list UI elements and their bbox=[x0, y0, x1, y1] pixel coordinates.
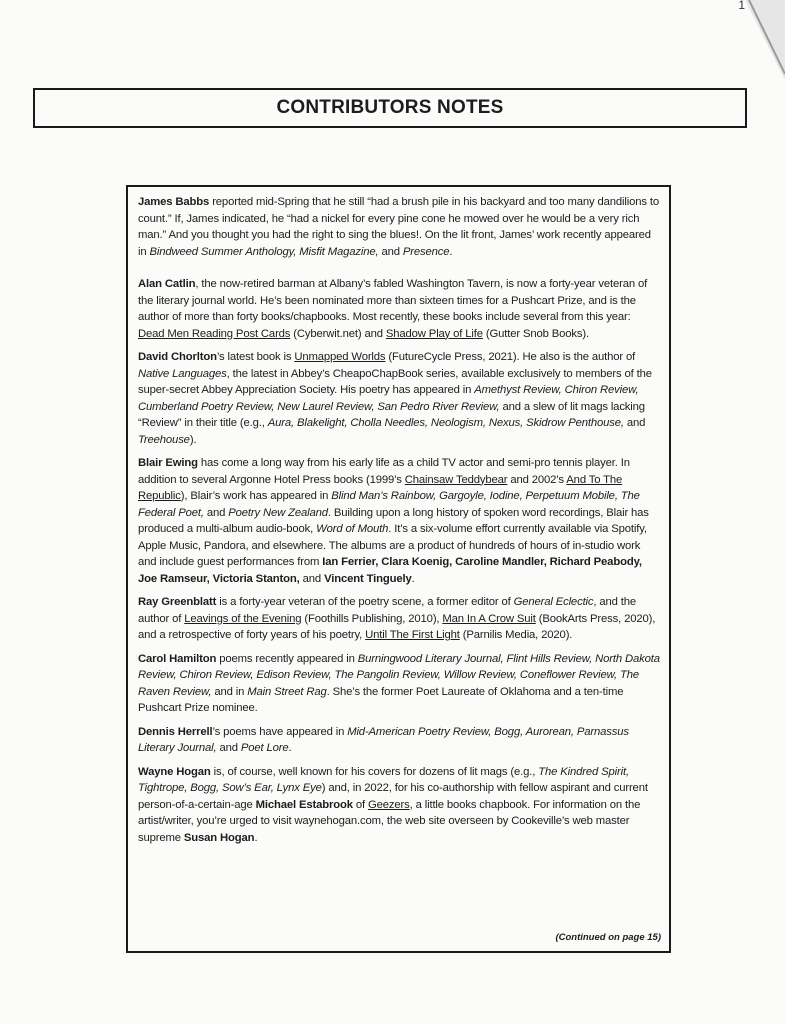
contributor-name: David Chorlton bbox=[138, 351, 217, 363]
publication-title: General Eclectic bbox=[513, 596, 594, 608]
entry-text: . She’s the former Poet Laureate of Oklahoma and a ten-time Pushcart Prize nominee. bbox=[138, 685, 624, 714]
title-box bbox=[33, 88, 747, 128]
entries-list bbox=[138, 194, 660, 846]
entry-text: ’s latest book is bbox=[216, 351, 295, 363]
contributor-name: Vincent Tinguely bbox=[324, 572, 412, 585]
entry-text: . bbox=[288, 742, 292, 754]
contributor-entry bbox=[138, 764, 660, 847]
entry-text: is, of course, well known for his covers for dozens of lit mags (e.g., bbox=[210, 765, 539, 778]
entry-text: and in bbox=[211, 685, 248, 698]
page-title: CONTRIBUTORS NOTES bbox=[276, 97, 504, 118]
entry-text: (Foothills Publishing, 2010), bbox=[301, 612, 443, 625]
entry-text: poems recently appeared in bbox=[216, 652, 358, 665]
entry-text: of bbox=[352, 798, 368, 811]
entry-text: and bbox=[378, 245, 403, 258]
publication-title: Main Street Rag bbox=[247, 685, 327, 698]
entry-text: has come a long way from his early life as a child TV actor and semi-pro tennis player. In addition to several Argonne Hotel Press books (1999’s bbox=[138, 457, 630, 486]
publication-title: Aura, Blakelight, Cholla Needles, Neologism, Nexus, Skidrow Penthouse, bbox=[267, 417, 624, 429]
entry-text: , the now-retired barman at Albany’s fabled Washington Tavern, is now a forty-year veteran of the literary journal world. He’s been nominated more than sixteen times for a Pushcart Prize, and is the author of more than forty books/chapbooks. Most recently, these books include several from this year: bbox=[138, 278, 648, 323]
entry-text: . bbox=[449, 245, 453, 258]
contributor-entry bbox=[138, 651, 660, 717]
book-title: Chainsaw Teddybear bbox=[404, 473, 508, 486]
entry-text: . bbox=[254, 831, 258, 844]
entry-text: ). bbox=[189, 433, 197, 446]
contributor-name: Alan Catlin bbox=[138, 278, 196, 290]
entry-text: , and the author of bbox=[138, 596, 637, 625]
publication-title: Amethyst Review, Chiron Review, Cumberland Poetry Review, New Laurel Review, San Pedro River Review, bbox=[138, 384, 639, 413]
contributor-name: Carol Hamilton bbox=[138, 652, 217, 665]
contributor-entry bbox=[138, 276, 660, 342]
entry-text: and bbox=[623, 417, 646, 429]
publication-title: Burningwood Literary Journal, Flint Hills Review, North Dakota Review, Chiron Review, Edison Review, The Pangolin Review, Willow Review, Coneflower Review, The Raven Review, bbox=[138, 652, 660, 698]
book-title: Man In A Crow Suit bbox=[442, 612, 536, 625]
contributor-entry bbox=[138, 724, 660, 757]
entry-text: is a forty-year veteran of the poetry scene, a former editor of bbox=[216, 596, 514, 608]
book-title: Leavings of the Evening bbox=[184, 612, 302, 625]
entry-text: . Building upon a long history of spoken word recordings, Blair has produced a multi-album audio-book, bbox=[138, 506, 649, 535]
publication-title: Poet Lore bbox=[240, 742, 289, 754]
entry-text: . bbox=[411, 572, 415, 585]
book-title: And To The Republic bbox=[138, 473, 623, 502]
contributor-name: Ray Greenblatt bbox=[138, 596, 217, 608]
book-title: Dead Men Reading Post Cards bbox=[138, 327, 291, 340]
entry-text: ) and, in 2022, for his co-authorship with fellow aspirant and current person-of-a-certain-age bbox=[138, 782, 648, 811]
entry-text: ), Blair’s work has appeared in bbox=[180, 490, 332, 502]
continued-note: (Continued on page 15) bbox=[555, 932, 661, 943]
contributors-notes-box bbox=[126, 185, 671, 953]
contributor-name: Susan Hogan bbox=[183, 831, 255, 844]
publication-title: Word of Mouth bbox=[316, 523, 389, 535]
book-title: Shadow Play of Life bbox=[385, 327, 483, 340]
entry-text: and bbox=[299, 572, 325, 585]
entry-text: and bbox=[203, 506, 229, 519]
contributor-name: Michael Estabrook bbox=[255, 798, 353, 811]
contributor-name: Ian Ferrier, Clara Koenig, Caroline Mandler, Richard Peabody, Joe Ramseur, Victoria Stanton, bbox=[138, 556, 642, 585]
contributor-name: Dennis Herrell bbox=[138, 725, 213, 738]
entry-text: , a little books chapbook. For information on the artist/writer, you’re urged to visit waynehogan.com, the web site overseen by Cookeville’s web master supreme bbox=[138, 798, 641, 844]
contributor-entry bbox=[138, 455, 660, 587]
contributor-name: James Babbs bbox=[138, 196, 210, 208]
publication-title: Mid-American Poetry Review, Bogg, Aurorean, Parnassus Literary Journal, bbox=[138, 725, 629, 754]
entry-text: (BookArts Press, 2020), and a retrospective of forty years of his poetry, bbox=[138, 612, 656, 641]
entry-text: (Gutter Snob Books). bbox=[482, 327, 590, 340]
contributor-name: Blair Ewing bbox=[138, 457, 198, 469]
publication-title: Treehouse bbox=[138, 433, 190, 446]
publication-title: Poetry New Zealand bbox=[228, 506, 328, 519]
contributor-entry bbox=[138, 194, 660, 260]
entry-text: , the latest in Abbey’s CheapoChapBook series, available exclusively to members of the super-secret Abbey Appreciation Society. His poetry has appeared in bbox=[138, 367, 652, 396]
contributor-name: Wayne Hogan bbox=[138, 765, 211, 778]
publication-title: Blind Man’s Rainbow, Gargoyle, Iodine, Perpetuum Mobile, The Federal Poet, bbox=[138, 490, 640, 519]
entry-text: and bbox=[216, 742, 241, 754]
book-title: Until The First Light bbox=[365, 629, 460, 641]
book-title: Unmapped Worlds bbox=[294, 351, 386, 363]
entry-text: . It’s a six-volume effort currently available via Spotify, Apple Music, Pandora, and elsewhere. The albums are a product of hundreds of hours of in-studio work and include guest performances from bbox=[138, 523, 647, 568]
publication-title: Native Languages bbox=[138, 367, 227, 380]
page-curl bbox=[745, 0, 785, 80]
entry-text: and a slew of lit mags lacking “Review” in their title (e.g., bbox=[138, 400, 645, 429]
contributor-entry bbox=[138, 594, 660, 644]
entry-text: (Cyberwit.net) and bbox=[290, 327, 386, 340]
entry-text: reported mid-Spring that he still “had a brush pile in his backyard and too many dandilions to count.” If, James indicated, he “had a nickel for every pine cone he mowed over he would be a very rich man.” And you thought you had the right to sing the blues!. On the lit front, James’ work recently appeared in bbox=[138, 196, 660, 258]
publication-title: The Kindred Spirit, Tightrope, Bogg, Sow’s Ear, Lynx Eye bbox=[138, 765, 629, 794]
book-title: Geezers bbox=[367, 798, 410, 811]
entry-text: (Parnilis Media, 2020). bbox=[459, 629, 573, 641]
contributor-entry bbox=[138, 349, 660, 448]
entry-text: (FutureCycle Press, 2021). He also is the author of bbox=[385, 351, 636, 363]
publication-title: Bindweed Summer Anthology, Misfit Magazine, bbox=[149, 245, 379, 258]
entry-text: ’s poems have appeared in bbox=[212, 725, 348, 738]
publication-title: Presence bbox=[402, 245, 450, 258]
page-number: 1 bbox=[738, 0, 745, 12]
entry-text: and 2002’s bbox=[507, 473, 567, 486]
